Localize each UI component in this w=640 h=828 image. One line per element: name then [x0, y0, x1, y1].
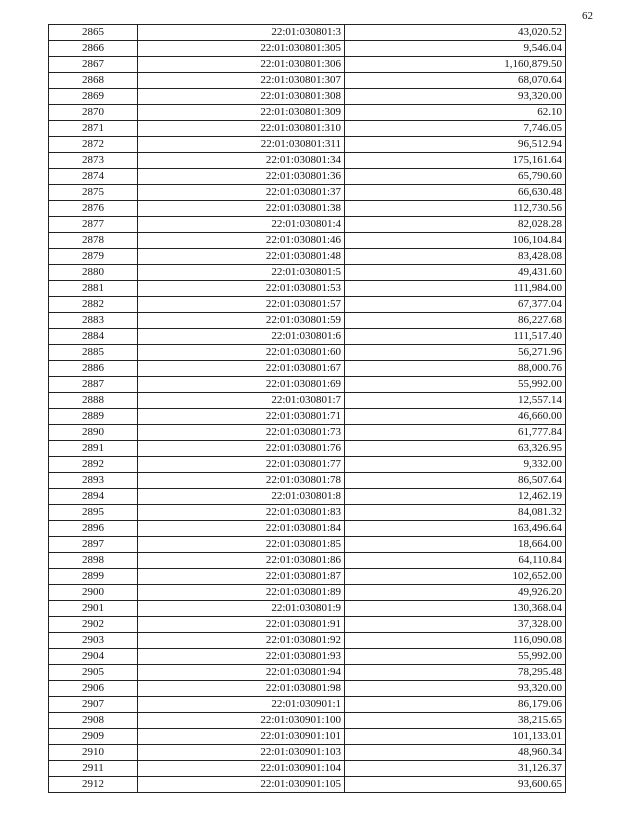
- row-number-cell: 2911: [49, 761, 138, 777]
- value-cell: 46,660.00: [345, 409, 566, 425]
- table-row: [49, 153, 566, 169]
- row-number-cell: 2865: [49, 25, 138, 41]
- value-cell: 101,133.01: [345, 729, 566, 745]
- cadastral-number-cell: 22:01:030801:305: [138, 41, 345, 57]
- cadastral-number-cell: 22:01:030801:69: [138, 377, 345, 393]
- row-number-cell: 2902: [49, 617, 138, 633]
- table-row: [49, 57, 566, 73]
- cadastral-number-cell: 22:01:030801:83: [138, 505, 345, 521]
- row-number-cell: 2912: [49, 777, 138, 793]
- row-number-cell: 2868: [49, 73, 138, 89]
- value-cell: 48,960.34: [345, 745, 566, 761]
- cadastral-value-table: [48, 24, 566, 793]
- table-row: [49, 265, 566, 281]
- cadastral-number-cell: 22:01:030801:92: [138, 633, 345, 649]
- row-number-cell: 2901: [49, 601, 138, 617]
- row-number-cell: 2869: [49, 89, 138, 105]
- table-row: [49, 521, 566, 537]
- cadastral-number-cell: 22:01:030801:6: [138, 329, 345, 345]
- cadastral-number-cell: 22:01:030801:84: [138, 521, 345, 537]
- value-cell: 86,227.68: [345, 313, 566, 329]
- row-number-cell: 2876: [49, 201, 138, 217]
- row-number-cell: 2900: [49, 585, 138, 601]
- row-number-cell: 2891: [49, 441, 138, 457]
- page-number: 62: [582, 10, 593, 22]
- cadastral-number-cell: 22:01:030801:76: [138, 441, 345, 457]
- cadastral-number-cell: 22:01:030801:8: [138, 489, 345, 505]
- cadastral-number-cell: 22:01:030801:78: [138, 473, 345, 489]
- table-row: [49, 41, 566, 57]
- table-row: [49, 345, 566, 361]
- cadastral-number-cell: 22:01:030801:307: [138, 73, 345, 89]
- table-row: [49, 537, 566, 553]
- value-cell: 130,368.04: [345, 601, 566, 617]
- table-row: [49, 761, 566, 777]
- value-cell: 12,557.14: [345, 393, 566, 409]
- table-row: [49, 89, 566, 105]
- cadastral-number-cell: 22:01:030801:3: [138, 25, 345, 41]
- cadastral-number-cell: 22:01:030801:91: [138, 617, 345, 633]
- table-row: [49, 681, 566, 697]
- cadastral-number-cell: 22:01:030801:73: [138, 425, 345, 441]
- value-cell: 66,630.48: [345, 185, 566, 201]
- row-number-cell: 2895: [49, 505, 138, 521]
- cadastral-number-cell: 22:01:030801:9: [138, 601, 345, 617]
- row-number-cell: 2886: [49, 361, 138, 377]
- table-row: [49, 473, 566, 489]
- value-cell: 61,777.84: [345, 425, 566, 441]
- table-row: [49, 569, 566, 585]
- row-number-cell: 2877: [49, 217, 138, 233]
- value-cell: 62.10: [345, 105, 566, 121]
- table-row: [49, 441, 566, 457]
- value-cell: 31,126.37: [345, 761, 566, 777]
- table-row: [49, 329, 566, 345]
- value-cell: 93,320.00: [345, 89, 566, 105]
- row-number-cell: 2885: [49, 345, 138, 361]
- row-number-cell: 2880: [49, 265, 138, 281]
- row-number-cell: 2875: [49, 185, 138, 201]
- cadastral-number-cell: 22:01:030901:105: [138, 777, 345, 793]
- value-cell: 56,271.96: [345, 345, 566, 361]
- cadastral-number-cell: 22:01:030801:57: [138, 297, 345, 313]
- row-number-cell: 2887: [49, 377, 138, 393]
- row-number-cell: 2896: [49, 521, 138, 537]
- cadastral-number-cell: 22:01:030901:100: [138, 713, 345, 729]
- row-number-cell: 2909: [49, 729, 138, 745]
- row-number-cell: 2883: [49, 313, 138, 329]
- row-number-cell: 2889: [49, 409, 138, 425]
- value-cell: 112,730.56: [345, 201, 566, 217]
- table-row: [49, 409, 566, 425]
- table-row: [49, 121, 566, 137]
- cadastral-number-cell: 22:01:030801:37: [138, 185, 345, 201]
- value-cell: 49,926.20: [345, 585, 566, 601]
- value-cell: 78,295.48: [345, 665, 566, 681]
- table-row: [49, 505, 566, 521]
- row-number-cell: 2884: [49, 329, 138, 345]
- value-cell: 83,428.08: [345, 249, 566, 265]
- cadastral-number-cell: 22:01:030801:4: [138, 217, 345, 233]
- cadastral-number-cell: 22:01:030801:48: [138, 249, 345, 265]
- cadastral-number-cell: 22:01:030901:104: [138, 761, 345, 777]
- table-row: [49, 745, 566, 761]
- value-cell: 7,746.05: [345, 121, 566, 137]
- table-row: [49, 585, 566, 601]
- table-row: [49, 185, 566, 201]
- row-number-cell: 2905: [49, 665, 138, 681]
- cadastral-number-cell: 22:01:030801:86: [138, 553, 345, 569]
- value-cell: 88,000.76: [345, 361, 566, 377]
- cadastral-number-cell: 22:01:030801:53: [138, 281, 345, 297]
- value-cell: 65,790.60: [345, 169, 566, 185]
- value-cell: 116,090.08: [345, 633, 566, 649]
- value-cell: 84,081.32: [345, 505, 566, 521]
- cadastral-number-cell: 22:01:030801:77: [138, 457, 345, 473]
- row-number-cell: 2893: [49, 473, 138, 489]
- cadastral-number-cell: 22:01:030801:60: [138, 345, 345, 361]
- cadastral-number-cell: 22:01:030801:46: [138, 233, 345, 249]
- value-cell: 12,462.19: [345, 489, 566, 505]
- table-row: [49, 361, 566, 377]
- table-row: [49, 169, 566, 185]
- row-number-cell: 2879: [49, 249, 138, 265]
- value-cell: 68,070.64: [345, 73, 566, 89]
- row-number-cell: 2890: [49, 425, 138, 441]
- table-row: [49, 297, 566, 313]
- cadastral-number-cell: 22:01:030801:308: [138, 89, 345, 105]
- row-number-cell: 2892: [49, 457, 138, 473]
- value-cell: 38,215.65: [345, 713, 566, 729]
- row-number-cell: 2888: [49, 393, 138, 409]
- value-cell: 86,507.64: [345, 473, 566, 489]
- table-row: [49, 713, 566, 729]
- table-row: [49, 377, 566, 393]
- table-row: [49, 633, 566, 649]
- table-row: [49, 105, 566, 121]
- value-cell: 9,546.04: [345, 41, 566, 57]
- value-cell: 55,992.00: [345, 377, 566, 393]
- cadastral-number-cell: 22:01:030801:309: [138, 105, 345, 121]
- table-row: [49, 617, 566, 633]
- row-number-cell: 2878: [49, 233, 138, 249]
- table-row: [49, 313, 566, 329]
- table-row: [49, 425, 566, 441]
- table-row: [49, 393, 566, 409]
- table-row: [49, 729, 566, 745]
- value-cell: 67,377.04: [345, 297, 566, 313]
- row-number-cell: 2908: [49, 713, 138, 729]
- value-cell: 82,028.28: [345, 217, 566, 233]
- cadastral-number-cell: 22:01:030801:36: [138, 169, 345, 185]
- value-cell: 18,664.00: [345, 537, 566, 553]
- table-row: [49, 25, 566, 41]
- row-number-cell: 2894: [49, 489, 138, 505]
- cadastral-number-cell: 22:01:030801:89: [138, 585, 345, 601]
- table-row: [49, 649, 566, 665]
- cadastral-number-cell: 22:01:030801:98: [138, 681, 345, 697]
- table-row: [49, 217, 566, 233]
- cadastral-number-cell: 22:01:030801:85: [138, 537, 345, 553]
- value-cell: 93,320.00: [345, 681, 566, 697]
- value-cell: 163,496.64: [345, 521, 566, 537]
- cadastral-number-cell: 22:01:030801:7: [138, 393, 345, 409]
- value-cell: 86,179.06: [345, 697, 566, 713]
- table-row: [49, 73, 566, 89]
- table-row: [49, 137, 566, 153]
- table-row: [49, 665, 566, 681]
- cadastral-number-cell: 22:01:030901:101: [138, 729, 345, 745]
- row-number-cell: 2898: [49, 553, 138, 569]
- value-cell: 55,992.00: [345, 649, 566, 665]
- cadastral-number-cell: 22:01:030901:103: [138, 745, 345, 761]
- row-number-cell: 2874: [49, 169, 138, 185]
- value-cell: 43,020.52: [345, 25, 566, 41]
- row-number-cell: 2897: [49, 537, 138, 553]
- cadastral-number-cell: 22:01:030801:71: [138, 409, 345, 425]
- value-cell: 63,326.95: [345, 441, 566, 457]
- row-number-cell: 2899: [49, 569, 138, 585]
- row-number-cell: 2881: [49, 281, 138, 297]
- cadastral-number-cell: 22:01:030801:59: [138, 313, 345, 329]
- row-number-cell: 2867: [49, 57, 138, 73]
- row-number-cell: 2906: [49, 681, 138, 697]
- table-row: [49, 457, 566, 473]
- value-cell: 49,431.60: [345, 265, 566, 281]
- cadastral-number-cell: 22:01:030801:93: [138, 649, 345, 665]
- row-number-cell: 2910: [49, 745, 138, 761]
- cadastral-number-cell: 22:01:030801:311: [138, 137, 345, 153]
- row-number-cell: 2870: [49, 105, 138, 121]
- cadastral-number-cell: 22:01:030801:67: [138, 361, 345, 377]
- cadastral-number-cell: 22:01:030801:94: [138, 665, 345, 681]
- table-row: [49, 777, 566, 793]
- cadastral-number-cell: 22:01:030801:34: [138, 153, 345, 169]
- cadastral-number-cell: 22:01:030801:38: [138, 201, 345, 217]
- value-cell: 37,328.00: [345, 617, 566, 633]
- row-number-cell: 2871: [49, 121, 138, 137]
- table-row: [49, 249, 566, 265]
- value-cell: 111,517.40: [345, 329, 566, 345]
- row-number-cell: 2866: [49, 41, 138, 57]
- table-row: [49, 489, 566, 505]
- cadastral-number-cell: 22:01:030901:1: [138, 697, 345, 713]
- value-cell: 106,104.84: [345, 233, 566, 249]
- table-row: [49, 233, 566, 249]
- row-number-cell: 2882: [49, 297, 138, 313]
- table-row: [49, 201, 566, 217]
- row-number-cell: 2907: [49, 697, 138, 713]
- cadastral-number-cell: 22:01:030801:310: [138, 121, 345, 137]
- cadastral-number-cell: 22:01:030801:306: [138, 57, 345, 73]
- row-number-cell: 2903: [49, 633, 138, 649]
- value-cell: 1,160,879.50: [345, 57, 566, 73]
- cadastral-number-cell: 22:01:030801:5: [138, 265, 345, 281]
- table-body: [49, 25, 566, 793]
- table-row: [49, 281, 566, 297]
- value-cell: 64,110.84: [345, 553, 566, 569]
- table-row: [49, 697, 566, 713]
- row-number-cell: 2873: [49, 153, 138, 169]
- value-cell: 96,512.94: [345, 137, 566, 153]
- row-number-cell: 2872: [49, 137, 138, 153]
- value-cell: 175,161.64: [345, 153, 566, 169]
- table-row: [49, 553, 566, 569]
- value-cell: 9,332.00: [345, 457, 566, 473]
- row-number-cell: 2904: [49, 649, 138, 665]
- value-cell: 93,600.65: [345, 777, 566, 793]
- value-cell: 111,984.00: [345, 281, 566, 297]
- table-row: [49, 601, 566, 617]
- cadastral-number-cell: 22:01:030801:87: [138, 569, 345, 585]
- value-cell: 102,652.00: [345, 569, 566, 585]
